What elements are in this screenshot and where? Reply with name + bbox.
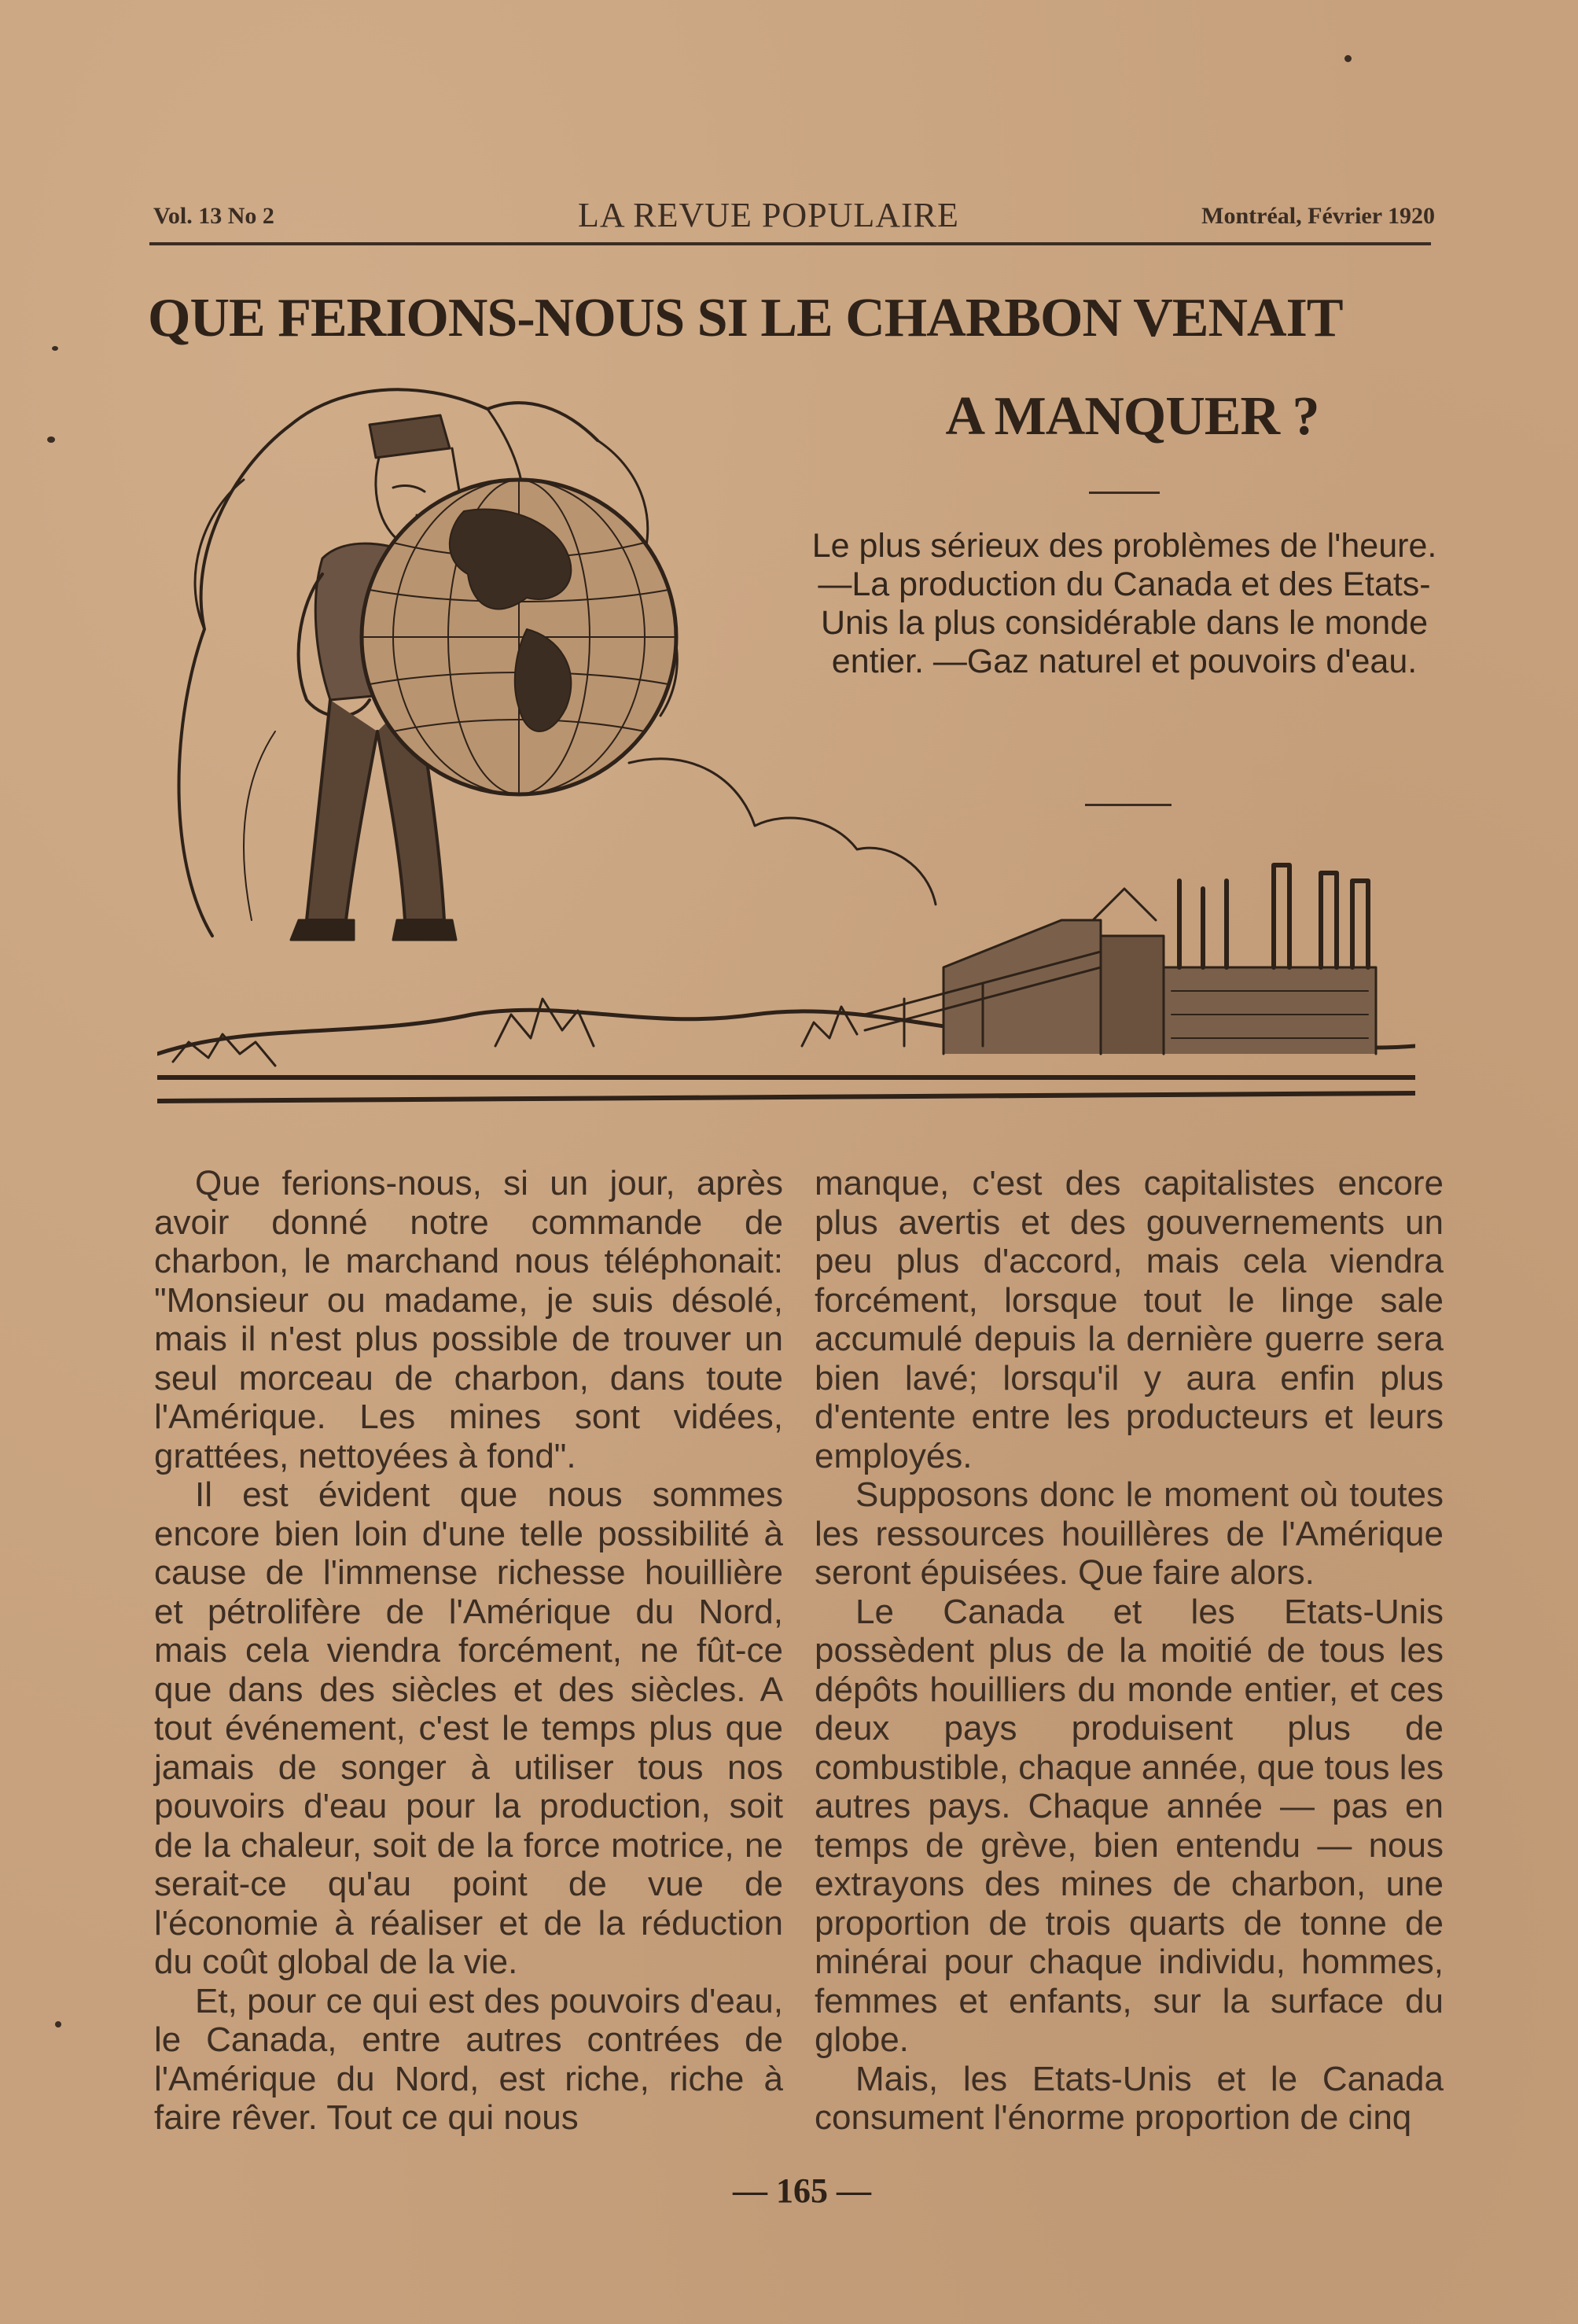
- article-title-line-1: QUE FERIONS-NOUS SI LE CHARBON VENAIT: [148, 288, 1343, 348]
- magazine-name: LA REVUE POPULAIRE: [578, 196, 959, 234]
- paragraph: Que ferions-nous, si un jour, après avoir donné notre commande de charbon, le marchand nous téléphonait: "Monsieur ou madame, je suis désolé, mais il n'est plus possible de trouver un seul morceau de charbon, dans toute l'Amérique. Les mines sont vidées, grattées, nettoyées à fond".: [154, 1164, 783, 1475]
- volume-issue: Vol. 13 No 2: [153, 203, 274, 229]
- paragraph: Mais, les Etats-Unis et le Canada consument l'énorme proportion de cinq: [815, 2059, 1444, 2137]
- paragraph: Le Canada et les Etats-Unis possèdent plus de la moitié de tous les dépôts houilliers du monde entier, et ces deux pays produisent plus de combustible, chaque année, que tous les autres pays. Chaque année — pas en temps de grève, bien entendu — nous extrayons des mines de charbon, une proportion de trois quarts de tonne de minérai pour chaque individu, hommes, femmes et enfants, sur la surface du globe.: [815, 1592, 1444, 2059]
- paragraph-continuation: manque, c'est des capitalistes encore plus avertis et des gouvernements un peu plus d'accord, mais cela viendra forcément, lorsque tout le linge sale accumulé depuis la dernière guerre sera bien lavé; lorsqu'il y aura enfin plus d'entente entre les producteurs et leurs employés.: [815, 1164, 1444, 1475]
- place-date: Montréal, Février 1920: [1201, 203, 1435, 229]
- paragraph: Et, pour ce qui est des pouvoirs d'eau, le Canada, entre autres contrées de l'Amérique du Nord, est riche, riche à faire rêver. Tout ce qui nous: [154, 1981, 783, 2137]
- paragraph: Il est évident que nous sommes encore bien loin d'une telle possibilité à cause de l'immense richesse houillière et pétrolifère de l'Amérique du Nord, mais cela viendra forcément, ne fût-ce que dans des siècles et des siècles. A tout événement, c'est le temps plus que jamais de songer à utiliser tous nos pouvoirs d'eau pour la production, soit de la chaleur, soit de la force motrice, ne serait-ce qu'au point de vue de l'économie à réaliser et de la réduction du coût global de la vie.: [154, 1475, 783, 1981]
- article-subtitle: Le plus sérieux des problèmes de l'heure.—La production du Canada et des Etats-Unis la plus considérable dans le monde entier. —Gaz naturel et pouvoirs d'eau.: [811, 527, 1437, 680]
- body-column-right: [815, 1164, 1444, 2138]
- paragraph: Supposons donc le moment où toutes les ressources houillères de l'Amérique seront épuisées. Que faire alors.: [815, 1475, 1444, 1592]
- body-column-left: [154, 1164, 783, 2138]
- ink-speck: [1344, 55, 1352, 62]
- ink-speck: [55, 2021, 61, 2028]
- page-number: — 165 —: [733, 2171, 871, 2210]
- running-header: [153, 195, 1435, 242]
- ink-speck: [47, 436, 55, 443]
- ink-speck: [52, 346, 58, 351]
- header-rule: [149, 242, 1431, 245]
- article-title-line-2: A MANQUER ?: [945, 386, 1319, 447]
- coal-miner-globe-illustration: [157, 370, 1415, 1140]
